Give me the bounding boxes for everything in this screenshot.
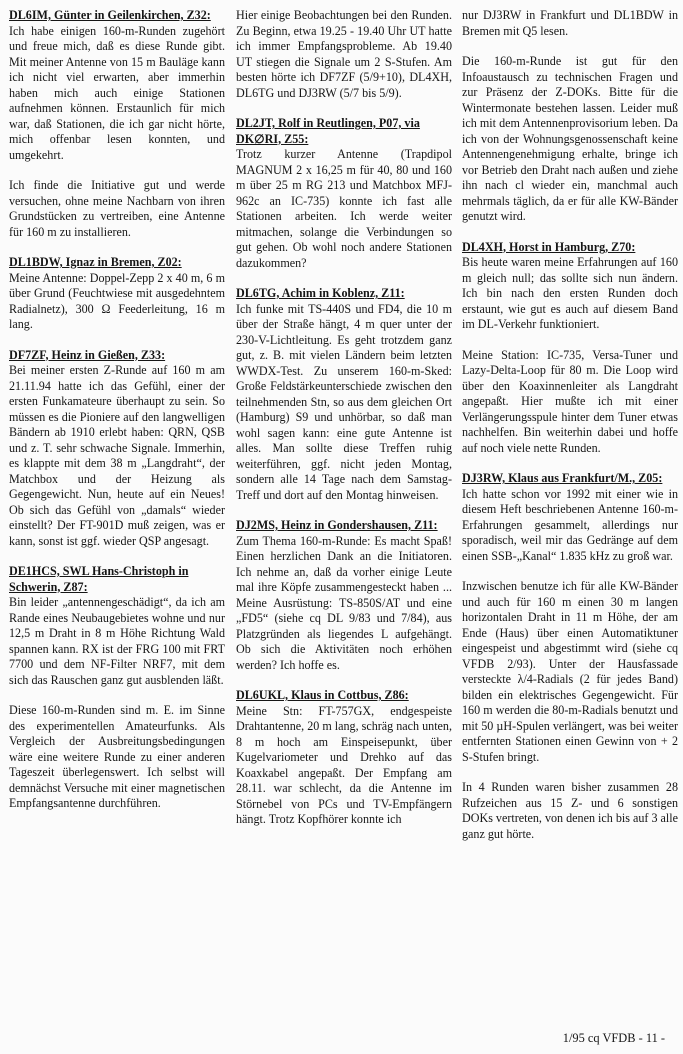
letter-section	[9, 8, 225, 240]
column-1	[9, 8, 225, 1018]
letter-paragraph: Bin leider „antennengeschädigt“, da ich am Rande eines Neubaugebietes wohne und nur 12,5 m Draht in 8 m Höhe Richtung Wald spannen kann. RX ist der FRG 100 mit FRT 7700 und dem NF-Filter NRF7, mit dem sich das Rauschen ganz gut ausblenden läßt.	[9, 595, 225, 687]
letter-paragraph: Hier einige Beobachtungen bei den Runden. Zu Beginn, etwa 19.25 - 19.40 Uhr UT hatte ich immer Empfangsprobleme. Ab 19.40 UT stiegen die Signale um 2 S-Stufen. Am besten hörte ich DF7ZF (5/9+10), DL4XH, DL6TG und DJ3RW (5/7 bis 5/9).	[236, 8, 452, 100]
letter-paragraph: Bei meiner ersten Z-Runde auf 160 m am 21.11.94 hatte ich das Gefühl, einer der ersten Funkamateure überhaupt zu sein. So müssen es die Pioniere auf den langwelligen Bändern ab 1910 erlebt haben: QRN, QSB und z. T. sehr schwache Signale. Immerhin, es klappte mit dem 38 m „Langdraht“, der Matchbox und der Heizung als Gegengewicht. Nun, heute auf ein Neues! Ob sich das Gefühl von „damals“ wieder einstellt? Der FT-901D muß zeigen, was er kann, sonst ist ggf. wieder QSP angesagt.	[9, 363, 225, 548]
letter-paragraph: Ich funke mit TS-440S und FD4, die 10 m über der Straße hängt, 4 m quer unter der 230-V-Lichtleitung. Es geht trotzdem ganz gut, z. B. mit vielen Ländern beim letzten WWDX-Test. Zu unserem 160-m-Sked: Große Feldstärkeunterschiede zwischen den teilnehmenden Stn, so aus dem gleichen Ort (Hamburg) S9 und unhörbar, so daß man wohl sagen kann: eine gute Antenne ist alles. Man sollte diese Treffen ruhig weiterführen, ggf. nicht jeden Montag, sondern alle 14 Tage nach dem Samstag-Treff und dort auf den Montag hinweisen.	[236, 301, 452, 502]
letter-section	[462, 8, 678, 225]
letter-paragraph: Die 160-m-Runde ist gut für den Infoaustausch zu technischen Fragen und zur Präsenz der Z-DOKs. Bitte für die Wintermonate bestehen lassen. Leider muß ich mit dem Antennenprovisorium leben. Da ich von der Wohnungsgenossenschaft keine Antennengenehmigung erhalte, bringe ich vor Betrieb den Draht nach außen und ziehe ihn nach cl wieder ein, manchmal auch mehrmals täglich, da er für alle KW-Bänder genutzt wird.	[462, 54, 678, 223]
letter-paragraph: Ich finde die Initiative gut und werde versuchen, ohne meine Nachbarn von ihren Grundstücken zu vertreiben, eine Antenne für 160 m zu installieren.	[9, 178, 225, 239]
letter-paragraph: Inzwischen benutze ich für alle KW-Bänder und auch für 160 m einen 30 m langen horizontalen Draht in 11 m Höhe, der am Ende (Haus) über einen Automatiktuner eingespeist und abgestimmt wird (siehe cq VFDB 2/93). Unter der Hausfassade versteckte λ/4-Radials (2 für jedes Band) bilden ein elektrisches Gegengewicht. Für 160 m werden die 80-m-Radials benutzt und mit 50 µH-Spulen verlängert, was bei weiter entfernten Stationen einen Gewinn von + 2 S-Stufen bringt.	[462, 579, 678, 764]
letter-heading: DL2JT, Rolf in Reutlingen, P07, via DK∅RI, Z55:	[236, 116, 420, 146]
letter-paragraph: Meine Stn: FT-757GX, endgespeiste Drahtantenne, 20 m lang, schräg nach unten, 8 m hoch am Einspeisepunkt, über Kugelvariometer und Drehko auf das Koaxkabel angepaßt. Der Empfang am 28.11. war schlecht, da die Antenne im Störnebel von PCs und TV-Empfängern hängt. Trotz Kopfhörer konnte ich	[236, 703, 452, 826]
letter-section	[236, 286, 452, 503]
letter-section	[236, 688, 452, 828]
letter-paragraph: In 4 Runden waren bisher zusammen 28 Rufzeichen aus 15 Z- und 6 sonstigen DOKs vertreten, von denen ich bis auf 3 alle ganz gut hörte.	[462, 780, 678, 841]
letter-paragraph: Ich hatte schon vor 1992 mit einer wie in diesem Heft beschriebenen Antenne 160-m-Erfahrungen gesammelt, allerdings nur sporadisch, weil mir das Gedränge auf dem einen SSB-„Kanal“ 1.835 kHz zu groß war.	[462, 486, 678, 563]
letter-paragraph: Zum Thema 160-m-Runde: Es macht Spaß! Einen herzlichen Dank an die Initiatoren. Ich nehme an, daß da vorher einige Leute mal ihre Köpfe zusammengesteckt haben ... Meine Ausrüstung: TS-850S/AT und eine „FD5“ (siehe cq DL 9/83 und 7/84), aus Platzgründen als liegendes L aufgehängt. Ob sich die Aktivitäten noch erhöhen werden? Ich hoffe es.	[236, 533, 452, 672]
letter-paragraph: Meine Antenne: Doppel-Zepp 2 x 40 m, 6 m über Grund (Feuchtwiese mit ausgedehntem Radialnetz), 300 Ω Feederleitung, 16 m lang.	[9, 270, 225, 331]
letter-heading: DE1HCS, SWL Hans-Christoph in Schwerin, Z87:	[9, 564, 189, 594]
letter-section	[9, 348, 225, 550]
letter-heading: DJ2MS, Heinz in Gondershausen, Z11:	[236, 518, 438, 532]
letter-paragraph: Ich habe einigen 160-m-Runden zugehört und freue mich, daß es diese Runde gibt. Mit meiner Antenne von 15 m Bauläge kann ich nicht viel erwarten, aber immerhin haben mich auch einige Stationen aufnehmen können. Erstaunlich für mich war, daß Stationen, die ich gar nicht hörte, mich offenbar lesen konnten, und umgekehrt.	[9, 23, 225, 162]
letter-paragraph: nur DJ3RW in Frankfurt und DL1BDW in Bremen mit Q5 lesen.	[462, 8, 678, 38]
column-2	[236, 8, 452, 1018]
letter-section	[9, 564, 225, 812]
letter-heading: DL4XH, Horst in Hamburg, Z70:	[462, 239, 636, 254]
letter-section	[462, 471, 678, 842]
letter-heading: DF7ZF, Heinz in Gießen, Z33:	[9, 347, 166, 362]
letter-section	[236, 116, 452, 271]
page-footer: 1/95 cq VFDB - 11 -	[562, 1031, 665, 1045]
letter-heading: DL6IM, Günter in Geilenkirchen, Z32:	[9, 8, 211, 22]
letter-section	[236, 518, 452, 673]
letter-paragraph: Bis heute waren meine Erfahrungen auf 160 m gleich null; das sollte sich nun ändern. Ich bin nach den ersten Runden doch erstaunt, wie gut es auch auf diesem Band im DL-Verkehr funktioniert.	[462, 255, 678, 331]
letter-paragraph: Diese 160-m-Runden sind m. E. im Sinne des experimentellen Amateurfunks. Als Vergleich der Ausbreitungsbedingungen wäre eine weitere Runde zu einer anderen Tageszeit überlegenswert. Ich selbst will demnächst Versuche mit einer magnetischen Empfangsantenne durchführen.	[9, 703, 225, 810]
letter-heading: DL6UKL, Klaus in Cottbus, Z86:	[236, 688, 409, 702]
letter-section	[236, 8, 452, 101]
letter-paragraph: Meine Station: IC-735, Versa-Tuner und Lazy-Delta-Loop für 80 m. Die Loop wird über den Koaxinnenleiter als Langdraht angepaßt. Hier mußte ich mit einer Verlängerungsspule hinter dem Tuner etwas nachhelfen. Bin weiterhin dabei und hoffe auf noch viele nette Runden.	[462, 347, 678, 455]
letter-heading: DJ3RW, Klaus aus Frankfurt/M., Z05:	[462, 471, 663, 485]
column-3	[462, 8, 678, 1018]
letter-heading: DL1BDW, Ignaz in Bremen, Z02:	[9, 255, 182, 269]
letter-section	[9, 255, 225, 333]
letter-section	[462, 240, 678, 457]
letter-heading: DL6TG, Achim in Koblenz, Z11:	[236, 286, 405, 300]
letter-paragraph: Trotz kurzer Antenne (Trapdipol MAGNUM 2 x 16,25 m für 40, 80 und 160 m über 25 m RG 213 und Matchbox MFJ-962c an IC-735) konnte ich fast alle Stationen arbeiten. Ich werde weiter mitmachen, solange die Verbindungen so gut gehen. Ob wohl noch andere Stationen dazukommen?	[236, 147, 452, 270]
